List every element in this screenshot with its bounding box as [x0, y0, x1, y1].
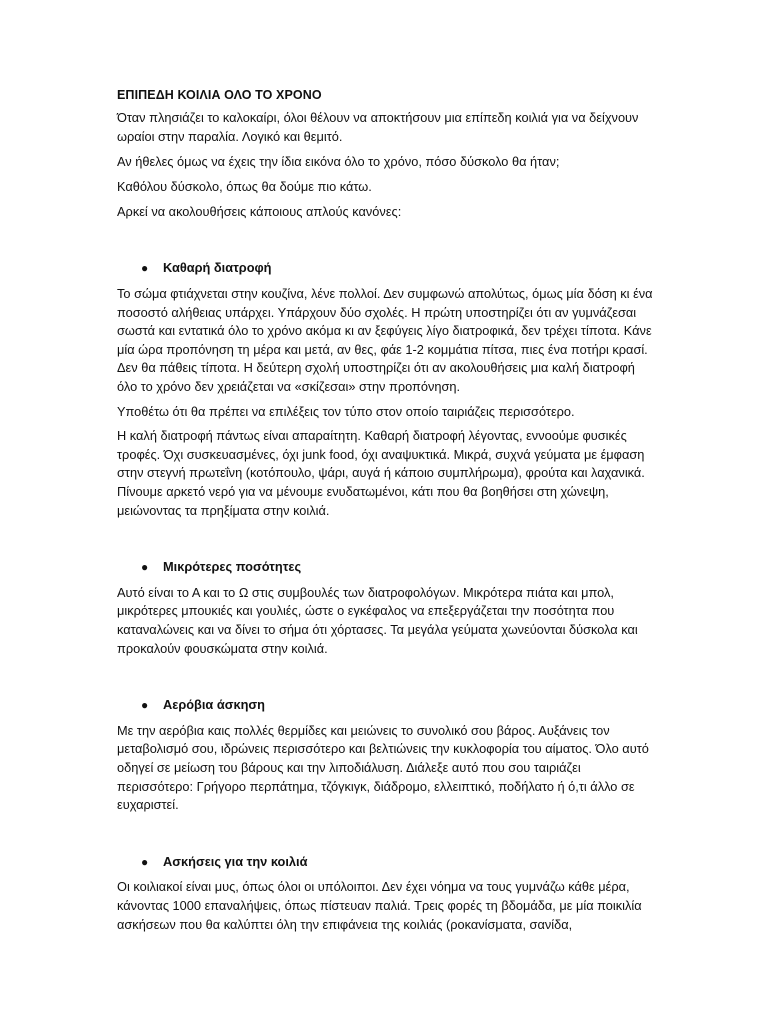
section-clean-diet — [117, 259, 657, 520]
body-paragraph: Οι κοιλιακοί είναι μυς, όπως όλοι οι υπόλοιποι. Δεν έχει νόημα να τους γυμνάζω κάθε μέρα, κάνοντας 1000 επαναλήψεις, όπως πίστευαν παλιά. Τρεις φορές τη βδομάδα, με μία ποικιλία ασκήσεων που θα καλύπτει όλη την επιφάνεια της κοιλιάς (ροκανίσματα, σανίδα, — [117, 879, 642, 932]
body-paragraph: Το σώμα φτιάχνεται στην κουζίνα, λένε πολλοί. Δεν συμφωνώ απολύτως, όμως μία δόση κι ένα ποσοστό αλήθειας υπάρχει. Υπάρχουν δύο σχολές. Η πρώτη υποστηρίζει ότι αν γυμνάζεσαι σωστά και εντατικά όλο το χρόνο ακόμα κι αν ξεφύγεις λίγο διατροφικά, δεν τρέχει τίποτα. Κάνε μία ώρα προπόνηση τη μέρα και μετά, αν θες, φάε 1-2 κομμάτια πίτσα, πιες ένα ποτήρι κρασί. Δεν θα πάθεις τίποτα. Η δεύτερη σχολή υποστηρίζει ότι αν ακολουθήσεις μια καλή διατροφή όλο το χρόνο δεν χρειάζεται να «σκίζεσαι» στην προπόνηση. — [117, 286, 653, 395]
section-aerobic-exercise — [117, 696, 657, 815]
bullet-item — [117, 558, 657, 577]
section-smaller-portions — [117, 558, 657, 658]
section-heading: Αερόβια άσκηση — [163, 697, 265, 713]
section-abs-exercises — [117, 853, 657, 934]
document-title: ΕΠΙΠΕΔΗ ΚΟΙΛΙΑ ΟΛΟ ΤΟ ΧΡΟΝΟ — [117, 88, 322, 102]
body-paragraph: Αυτό είναι το Α και το Ω στις συμβουλές των διατροφολόγων. Μικρότερα πιάτα και μπολ, μικρότερες μπουκιές και γουλιές, ώστε ο εγκέφαλος να επεξεργάζεται την ποσότητα που καταναλώνεις και να δίνει το σήμα ότι χόρτασες. Τα μεγάλα γεύματα χωνεύονται δύσκολα και προκαλούν φουσκώματα στην κοιλιά. — [117, 584, 638, 656]
body-paragraph: Η καλή διατροφή πάντως είναι απαραίτητη. Καθαρή διατροφή λέγοντας, εννοούμε φυσικές τροφές. Όχι συσκευασμένες, όχι junk food, όχι αναψυκτικά. Μικρά, συχνά γεύματα με έμφαση στην στεγνή πρωτεΐνη (κοτόπουλο, ψάρι, αυγά ή κάποιο συμπλήρωμα), φρούτα και λαχανικά. Πίνουμε αρκετό νερό για να μένουμε ενυδατωμένοι, κάτι που θα βοηθήσει στη χώνεψη, μειώνοντας τα πρηξίματα στην κοιλιά. — [117, 428, 645, 518]
body-paragraph: Με την αερόβια καις πολλές θερμίδες και μειώνεις το συνολικό σου βάρος. Αυξάνεις τον μεταβολισμό σου, ιδρώνεις περισσότερο και βελτιώνεις την κυκλοφορία του αίματος. Όλο αυτό οδηγεί σε μείωση του βάρους και την λιποδιάλυση. Διάλεξε αυτό που σου ταιριάζει περισσότερο: Γρήγορο περπάτημα, τζόγκιγκ, διάδρομο, ελλειπτικό, ποδήλατο ή ό,τι άλλο σε ευχαριστεί. — [117, 722, 649, 813]
intro-paragraph: Όταν πλησιάζει το καλοκαίρι, όλοι θέλουν να αποκτήσουν μια επίπεδη κοιλιά για να δείχνουν ωραίοι στην παραλία. Λογικό και θεμιτό. — [117, 110, 639, 144]
document-body — [117, 86, 657, 940]
bullet-item — [117, 853, 657, 872]
body-paragraph: Υποθέτω ότι θα πρέπει να επιλέξεις τον τύπο στον οποίο ταιριάζεις περισσότερο. — [117, 403, 575, 419]
section-heading: Καθαρή διατροφή — [163, 260, 272, 276]
intro-paragraph: Αρκεί να ακολουθήσεις κάποιους απλούς κανόνες: — [117, 203, 402, 219]
bullet-item — [117, 696, 657, 715]
section-heading: Μικρότερες ποσότητες — [163, 559, 302, 575]
bullet-icon: ● — [141, 560, 149, 575]
section-heading: Ασκήσεις για την κοιλιά — [163, 853, 308, 869]
intro-block — [117, 109, 657, 221]
bullet-icon: ● — [141, 261, 149, 276]
intro-paragraph: Καθόλου δύσκολο, όπως θα δούμε πιο κάτω. — [117, 178, 372, 194]
intro-paragraph: Αν ήθελες όμως να έχεις την ίδια εικόνα όλο το χρόνο, πόσο δύσκολο θα ήταν; — [117, 153, 560, 169]
bullet-item — [117, 259, 657, 278]
bullet-icon: ● — [141, 698, 149, 713]
bullet-icon: ● — [141, 854, 149, 869]
